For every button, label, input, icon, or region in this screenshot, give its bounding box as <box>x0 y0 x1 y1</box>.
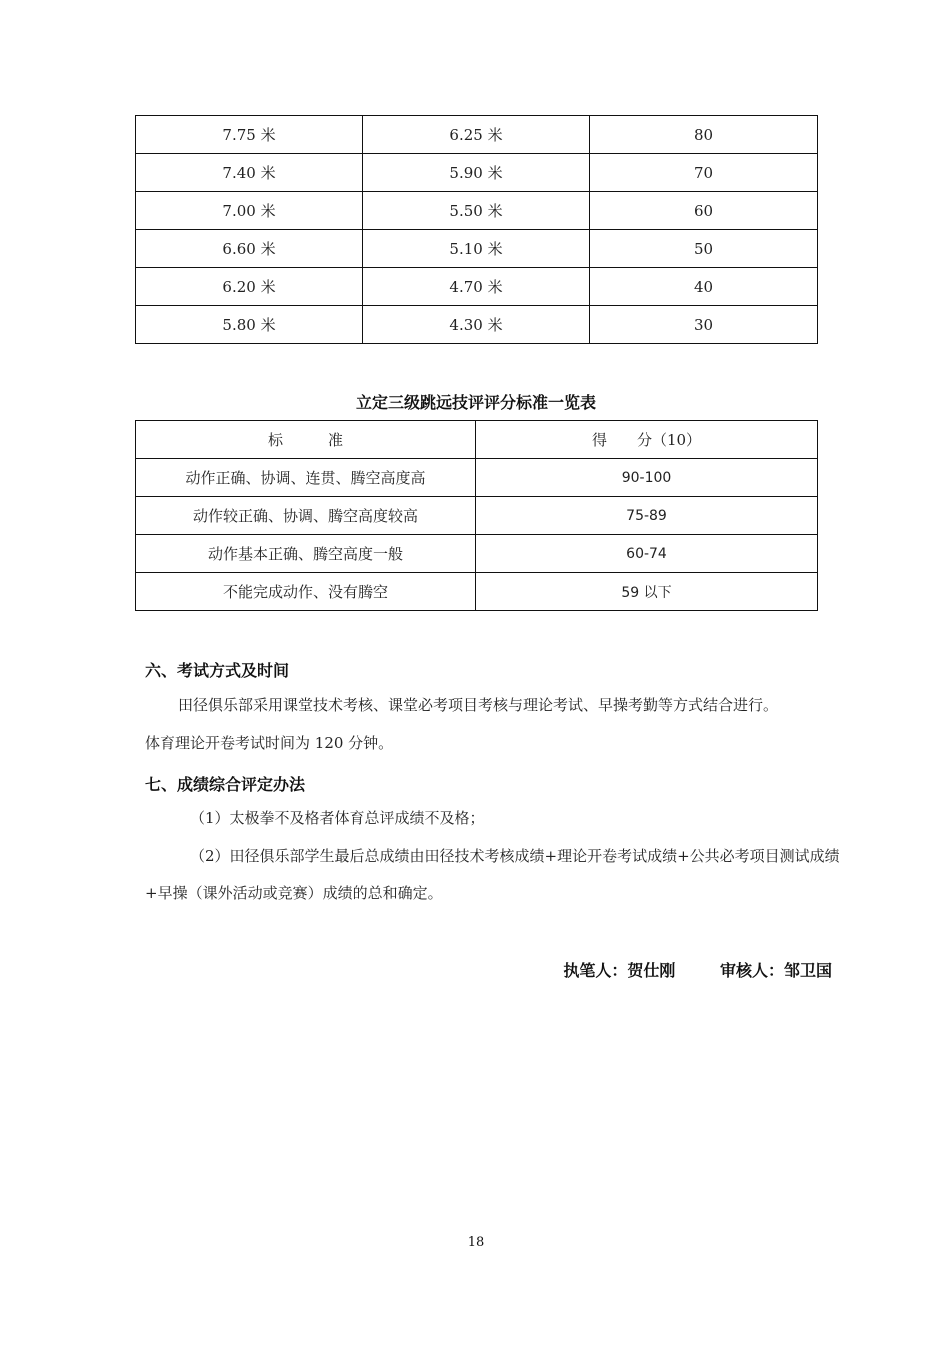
table-row <box>136 192 818 230</box>
table-cell: 动作基本正确、腾空高度一般 <box>136 535 476 573</box>
table-cell: 90-100 <box>476 459 818 497</box>
table-row <box>136 116 818 154</box>
table-cell: 不能完成动作、没有腾空 <box>136 573 476 611</box>
signoff <box>563 958 832 981</box>
table-cell: 70 <box>590 154 818 192</box>
table-cell: 7.00 米 <box>136 192 363 230</box>
table-row <box>136 154 818 192</box>
table-cell: 7.75 米 <box>136 116 363 154</box>
table-row <box>136 535 818 573</box>
section-7-item-2: （2）田径俱乐部学生最后总成绩由田径技术考核成绩+理论开卷考试成绩+公共必考项目测试成绩+早操（课外活动或竞赛）成绩的总和确定。 <box>145 847 840 902</box>
table-cell: 动作较正确、协调、腾空高度较高 <box>136 497 476 535</box>
section-7-item-1: （1）太极拳不及格者体育总评成绩不及格； <box>190 809 485 827</box>
table-row <box>136 230 818 268</box>
table-cell: 5.80 米 <box>136 306 363 344</box>
reviewer-label: 审核人：邹卫国 <box>719 961 832 980</box>
section-7-heading: 七、成绩综合评定办法 <box>145 775 306 794</box>
column-header: 得 分（10） <box>476 421 818 459</box>
table-title: 立定三级跳远技评评分标准一览表 <box>355 393 596 412</box>
standard-table <box>135 420 818 611</box>
table-row <box>136 306 818 344</box>
table-cell: 75-89 <box>476 497 818 535</box>
page-number: 18 <box>467 1235 485 1250</box>
table-cell: 60-74 <box>476 535 818 573</box>
table-cell: 30 <box>590 306 818 344</box>
author-label: 执笔人：贺仕刚 <box>563 961 676 980</box>
table-cell: 6.60 米 <box>136 230 363 268</box>
section-6-paragraph-2: 体育理论开卷考试时间为 120 分钟。 <box>145 734 394 752</box>
table-row <box>136 497 818 535</box>
table-cell: 6.20 米 <box>136 268 363 306</box>
section-6-paragraph: 田径俱乐部采用课堂技术考核、课堂必考项目考核与理论考试、早操考勤等方式结合进行。 <box>178 696 779 714</box>
score-table <box>135 115 818 344</box>
table-cell: 80 <box>590 116 818 154</box>
column-header: 标 准 <box>136 421 476 459</box>
section-6-heading: 六、考试方式及时间 <box>145 661 290 680</box>
table-cell: 4.70 米 <box>363 268 590 306</box>
table-row <box>136 268 818 306</box>
table-row <box>136 459 818 497</box>
table-header-row <box>136 421 818 459</box>
table-cell: 50 <box>590 230 818 268</box>
table-cell: 5.50 米 <box>363 192 590 230</box>
table-cell: 40 <box>590 268 818 306</box>
table-cell: 动作正确、协调、连贯、腾空高度高 <box>136 459 476 497</box>
table-cell: 59 以下 <box>476 573 818 611</box>
table-cell: 60 <box>590 192 818 230</box>
table-cell: 7.40 米 <box>136 154 363 192</box>
table-cell: 6.25 米 <box>363 116 590 154</box>
table-row <box>136 573 818 611</box>
table-cell: 5.10 米 <box>363 230 590 268</box>
table-cell: 4.30 米 <box>363 306 590 344</box>
table-cell: 5.90 米 <box>363 154 590 192</box>
